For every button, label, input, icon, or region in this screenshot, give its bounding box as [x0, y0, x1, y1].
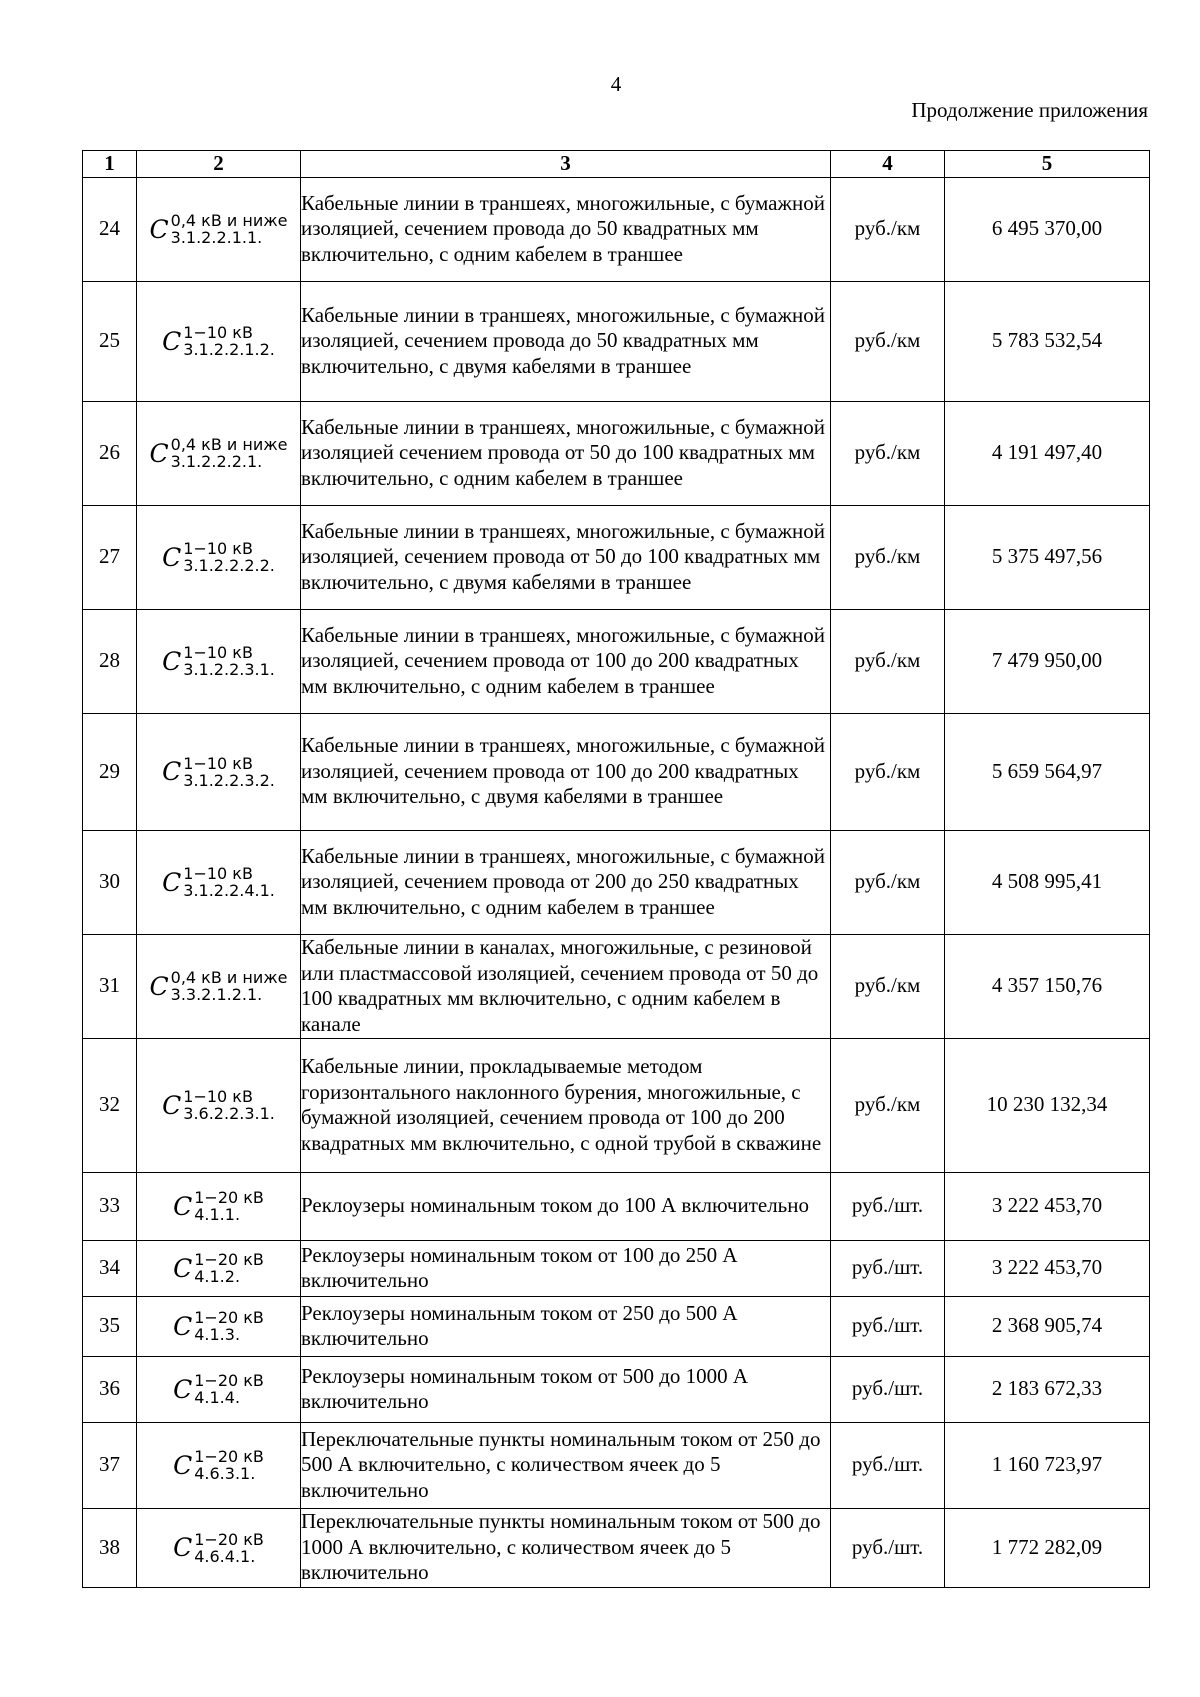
table-row [83, 1508, 1150, 1587]
formula-symbol: C [162, 326, 182, 356]
header-col-4: 4 [831, 151, 945, 178]
row-number: 32 [83, 1038, 137, 1172]
row-unit: руб./км [831, 830, 945, 934]
row-value: 4 508 995,41 [945, 830, 1150, 934]
table-row [83, 401, 1150, 505]
row-description: Реклоузеры номинальным током до 100 А включительно [301, 1172, 831, 1240]
row-number: 33 [83, 1172, 137, 1240]
table-row [83, 934, 1150, 1038]
row-value: 4 191 497,40 [945, 401, 1150, 505]
formula-subscript: 3.1.2.2.1.1. [170, 228, 263, 247]
row-value: 3 222 453,70 [945, 1172, 1150, 1240]
rate-formula [162, 865, 275, 899]
row-value: 2 368 905,74 [945, 1296, 1150, 1356]
rate-code [137, 1296, 301, 1356]
header-col-3: 3 [301, 151, 831, 178]
row-description: Кабельные линии в траншеях, многожильные, с бумажной изоляцией, сечением провода до 50 квадратных мм включительно, с одним кабелем в траншее [301, 177, 831, 281]
rate-formula [162, 540, 275, 574]
formula-symbol: C [162, 1090, 182, 1120]
row-description: Кабельные линии в траншеях, многожильные, с бумажной изоляцией, сечением провода от 100 до 200 квадратных мм включительно, с одним кабелем в траншее [301, 609, 831, 713]
rate-code [137, 1038, 301, 1172]
table-row [83, 177, 1150, 281]
rate-formula [162, 324, 275, 358]
row-description: Кабельные линии в траншеях, многожильные, с бумажной изоляцией, сечением провода от 50 до 100 квадратных мм включительно, с двумя кабелями в траншее [301, 505, 831, 609]
row-unit: руб./км [831, 713, 945, 830]
row-description: Переключательные пункты номинальным током от 500 до 1000 А включительно, с количеством ячеек до 5 включительно [301, 1508, 831, 1587]
rate-code [137, 505, 301, 609]
row-description: Реклоузеры номинальным током от 250 до 500 А включительно [301, 1296, 831, 1356]
rate-code [137, 281, 301, 401]
rate-formula [173, 1448, 264, 1482]
row-value: 2 183 672,33 [945, 1356, 1150, 1422]
rate-formula [173, 1531, 264, 1565]
formula-symbol: C [162, 757, 182, 786]
formula-symbol: C [173, 1450, 193, 1480]
row-value: 5 659 564,97 [945, 713, 1150, 830]
header-col-2: 2 [137, 151, 301, 178]
formula-superscript: 0,4 кВ и ниже [170, 435, 288, 454]
table-row [83, 609, 1150, 713]
row-unit: руб./шт. [831, 1508, 945, 1587]
formula-subscript: 4.6.3.1. [194, 1464, 256, 1483]
row-unit: руб./км [831, 1038, 945, 1172]
table-row [83, 1172, 1150, 1240]
formula-symbol: C [149, 971, 169, 1001]
rate-formula [173, 1189, 264, 1223]
formula-superscript: 0,4 кВ и ниже [170, 211, 288, 230]
row-unit: руб./км [831, 609, 945, 713]
rate-code [137, 1356, 301, 1422]
formula-symbol: C [162, 867, 182, 897]
rate-code [137, 609, 301, 713]
formula-symbol: C [173, 1253, 193, 1283]
rate-formula [173, 1309, 264, 1343]
formula-superscript: 1−20 кВ [194, 1308, 264, 1327]
row-description: Кабельные линии в траншеях, многожильные, с бумажной изоляцией, сечением провода от 100 до 200 квадратных мм включительно, с двумя кабелями в траншее [301, 713, 831, 830]
row-number: 30 [83, 830, 137, 934]
formula-superscript: 1−10 кВ [183, 1087, 253, 1106]
rate-formula [162, 644, 275, 678]
header-col-1: 1 [83, 151, 137, 178]
rate-formula [150, 212, 288, 246]
table-row [83, 1422, 1150, 1508]
table-row [83, 1038, 1150, 1172]
row-value: 3 222 453,70 [945, 1240, 1150, 1296]
rate-code [137, 830, 301, 934]
row-number: 24 [83, 177, 137, 281]
rate-code [137, 1172, 301, 1240]
row-description: Кабельные линии в траншеях, многожильные, с бумажной изоляцией, сечением провода до 50 квадратных мм включительно, с двумя кабелями в траншее [301, 281, 831, 401]
row-value: 7 479 950,00 [945, 609, 1150, 713]
rate-code [137, 401, 301, 505]
formula-symbol: C [162, 646, 182, 676]
row-description: Реклоузеры номинальным током от 500 до 1000 А включительно [301, 1356, 831, 1422]
rate-formula [150, 969, 288, 1003]
row-unit: руб./км [831, 177, 945, 281]
row-number: 36 [83, 1356, 137, 1422]
formula-superscript: 1−10 кВ [183, 643, 253, 662]
row-number: 37 [83, 1422, 137, 1508]
formula-superscript: 1−20 кВ [194, 1447, 264, 1466]
row-unit: руб./шт. [831, 1356, 945, 1422]
formula-subscript: 3.1.2.2.2.2. [183, 556, 275, 575]
formula-subscript: 4.1.1. [194, 1205, 241, 1224]
rate-code [137, 177, 301, 281]
row-unit: руб./шт. [831, 1296, 945, 1356]
row-number: 35 [83, 1296, 137, 1356]
formula-subscript: 3.1.2.2.1.2. [183, 340, 275, 359]
rate-code [137, 713, 301, 830]
formula-subscript: 3.6.2.2.3.1. [183, 1104, 275, 1123]
formula-superscript: 1−20 кВ [194, 1250, 264, 1269]
formula-subscript: 4.6.4.1. [194, 1546, 256, 1566]
row-description: Кабельные линии, прокладываемые методом горизонтального наклонного бурения, многожильные, с бумажной изоляцией, сечением провода от 100 до 200 квадратных мм включительно, с одной трубой в скважине [301, 1038, 831, 1172]
formula-subscript: 3.1.2.2.3.2. [183, 770, 275, 790]
row-value: 1 772 282,09 [945, 1508, 1150, 1587]
table-row [83, 505, 1150, 609]
rate-formula [150, 436, 288, 470]
row-value: 5 375 497,56 [945, 505, 1150, 609]
rate-code [137, 1240, 301, 1296]
row-unit: руб./км [831, 505, 945, 609]
row-value: 5 783 532,54 [945, 281, 1150, 401]
formula-symbol: C [162, 542, 182, 572]
table-row [83, 281, 1150, 401]
formula-subscript: 3.1.2.2.4.1. [183, 881, 275, 900]
row-description: Кабельные линии в каналах, многожильные, с резиновой или пластмассовой изоляцией, сечением провода от 50 до 100 квадратных мм включительно, с одним кабелем в канале [301, 934, 831, 1038]
table-header-row [83, 151, 1150, 178]
table-row [83, 1240, 1150, 1296]
table-row [83, 1356, 1150, 1422]
formula-subscript: 4.1.3. [194, 1325, 241, 1344]
row-unit: руб./шт. [831, 1422, 945, 1508]
row-number: 34 [83, 1240, 137, 1296]
row-unit: руб./км [831, 401, 945, 505]
row-number: 38 [83, 1508, 137, 1587]
formula-symbol: C [173, 1374, 193, 1404]
rate-code [137, 934, 301, 1038]
table-row [83, 830, 1150, 934]
formula-superscript: 1−20 кВ [194, 1529, 264, 1549]
row-number: 28 [83, 609, 137, 713]
row-description: Кабельные линии в траншеях, многожильные, с бумажной изоляцией, сечением провода от 200 до 250 квадратных мм включительно, с одним кабелем в траншее [301, 830, 831, 934]
formula-superscript: 1−10 кВ [183, 864, 253, 883]
formula-symbol: C [149, 214, 169, 244]
row-description: Реклоузеры номинальным током от 100 до 250 А включительно [301, 1240, 831, 1296]
formula-superscript: 1−20 кВ [194, 1188, 264, 1207]
formula-subscript: 3.3.2.1.2.1. [170, 985, 263, 1004]
row-number: 25 [83, 281, 137, 401]
formula-symbol: C [149, 438, 169, 468]
formula-symbol: C [173, 1533, 193, 1562]
formula-superscript: 1−10 кВ [183, 539, 253, 558]
formula-subscript: 3.1.2.2.2.1. [170, 452, 263, 471]
formula-superscript: 1−10 кВ [183, 753, 253, 773]
row-number: 31 [83, 934, 137, 1038]
rate-formula [173, 1251, 264, 1285]
table-row [83, 713, 1150, 830]
row-description: Кабельные линии в траншеях, многожильные, с бумажной изоляцией сечением провода от 50 до 100 квадратных мм включительно, с одним кабелем в траншее [301, 401, 831, 505]
row-number: 27 [83, 505, 137, 609]
row-number: 29 [83, 713, 137, 830]
formula-superscript: 1−20 кВ [194, 1371, 264, 1390]
rate-formula [162, 1088, 275, 1122]
row-value: 1 160 723,97 [945, 1422, 1150, 1508]
continuation-heading: Продолжение приложения [911, 98, 1148, 122]
row-value: 4 357 150,76 [945, 934, 1150, 1038]
rate-code [137, 1422, 301, 1508]
row-value: 10 230 132,34 [945, 1038, 1150, 1172]
page-number: 4 [610, 72, 622, 96]
formula-symbol: C [173, 1311, 193, 1341]
formula-subscript: 3.1.2.2.3.1. [183, 660, 275, 679]
header-col-5: 5 [945, 151, 1150, 178]
table-row [83, 1296, 1150, 1356]
formula-subscript: 4.1.2. [194, 1267, 241, 1286]
row-unit: руб./км [831, 281, 945, 401]
row-unit: руб./шт. [831, 1172, 945, 1240]
formula-superscript: 0,4 кВ и ниже [170, 968, 288, 987]
row-value: 6 495 370,00 [945, 177, 1150, 281]
row-number: 26 [83, 401, 137, 505]
row-description: Переключательные пункты номинальным током от 250 до 500 А включительно, с количеством ячеек до 5 включительно [301, 1422, 831, 1508]
formula-symbol: C [173, 1191, 193, 1221]
tariff-table [82, 150, 1150, 1588]
formula-subscript: 4.1.4. [194, 1388, 241, 1407]
rate-formula [162, 755, 275, 789]
row-unit: руб./км [831, 934, 945, 1038]
rate-code [137, 1508, 301, 1587]
rate-formula [173, 1372, 264, 1406]
row-unit: руб./шт. [831, 1240, 945, 1296]
formula-superscript: 1−10 кВ [183, 323, 253, 342]
